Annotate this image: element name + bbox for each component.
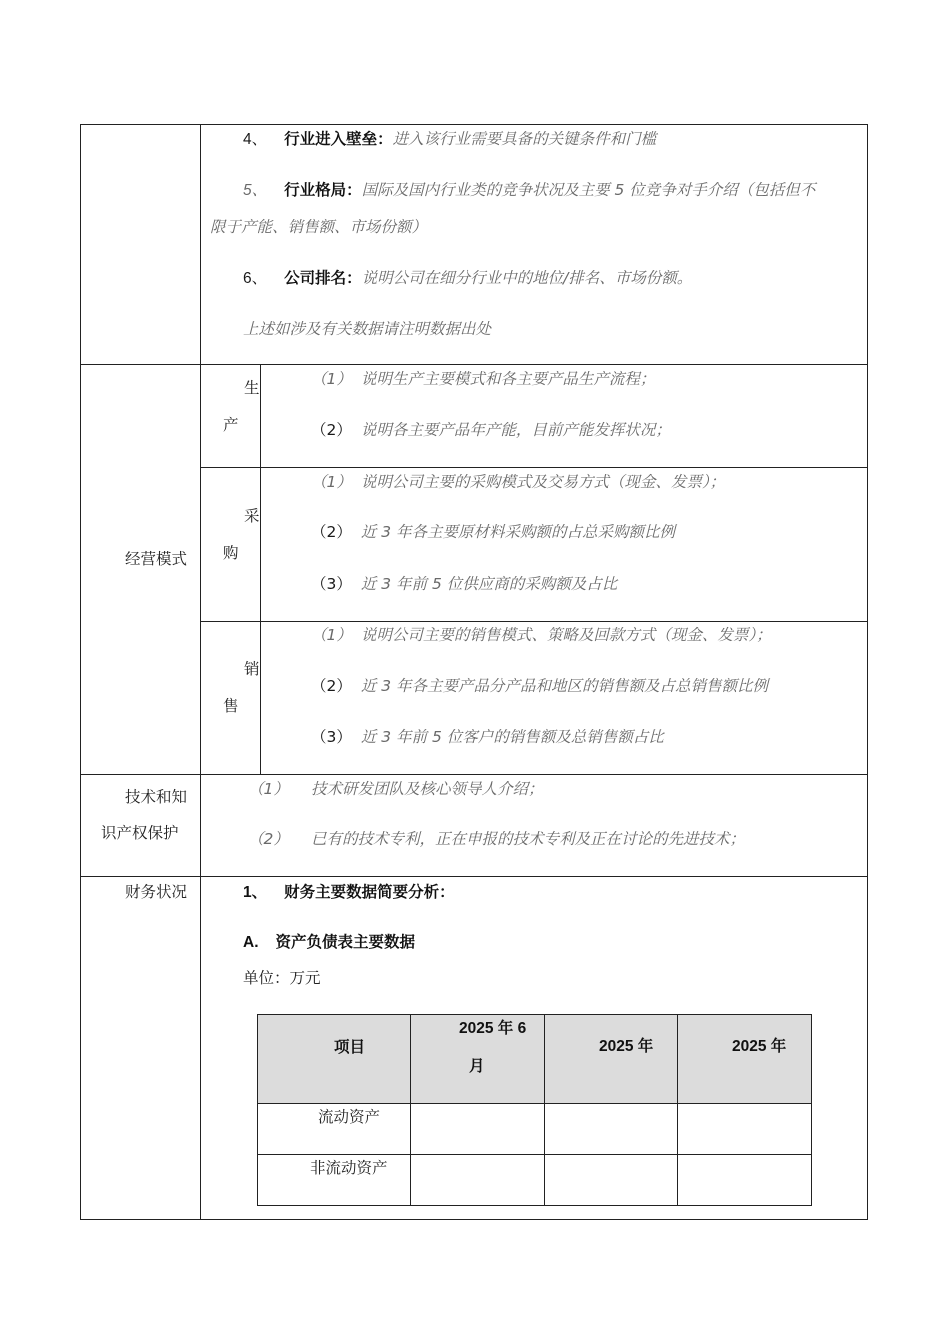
business-model-label: 经营模式 <box>125 550 188 568</box>
table-border-bottom <box>80 1219 868 1220</box>
table-header-2025-b: 2025 年 <box>732 1038 787 1055</box>
item-number: 4、 <box>243 131 268 148</box>
row-divider <box>80 774 868 775</box>
industry-item-6 <box>243 268 692 289</box>
item-number: 6、 <box>243 270 268 287</box>
item-text: 近 3 年前 5 位客户的销售额及总销售额占比 <box>360 728 664 746</box>
item-text: 说明生产主要模式和各主要产品生产流程； <box>360 370 656 388</box>
production-item-2 <box>311 420 671 440</box>
item-description: 进入该行业需要具备的关键条件和门槛 <box>392 130 657 148</box>
procurement-item-2 <box>311 522 675 542</box>
table-header-background <box>257 1014 811 1103</box>
item-number: （1） <box>311 473 352 491</box>
item-text: 近 3 年各主要原材料采购额的占总采购额比例 <box>360 523 676 541</box>
table-header-2025-june: 2025 年 6 <box>459 1020 527 1037</box>
sales-item-2 <box>311 676 768 696</box>
tech-ip-item-2-number: （2） <box>248 830 289 848</box>
item-number: （2） <box>311 677 352 695</box>
table-border-right <box>867 124 868 1220</box>
item-text: 说明各主要产品年产能，目前产能发挥状况； <box>360 421 671 439</box>
row-divider <box>80 364 868 365</box>
data-table-line <box>410 1014 411 1206</box>
data-table-line <box>257 1154 812 1155</box>
financial-label: 财务状况 <box>125 883 188 901</box>
table-header-2025-a: 2025 年 <box>599 1038 654 1055</box>
data-table-line <box>257 1205 812 1206</box>
data-table-line <box>257 1014 258 1206</box>
subrow-divider <box>200 621 868 622</box>
financial-heading <box>243 882 455 903</box>
industry-item-5-continued: 限于产能、销售额、市场份额） <box>210 218 428 236</box>
sales-label-char1: 销 <box>244 660 260 678</box>
item-title: 公司排名： <box>284 269 362 287</box>
procurement-label-char2: 购 <box>223 544 239 562</box>
production-label-char2: 产 <box>223 416 239 434</box>
table-header-2025-june-month: 月 <box>469 1057 485 1075</box>
table-border-top <box>80 124 868 125</box>
item-description: 说明公司在细分行业中的地位/排名、市场份额。 <box>361 269 693 287</box>
heading-text: 财务主要数据简要分析： <box>284 883 455 901</box>
data-table-line <box>544 1014 545 1206</box>
procurement-item-1 <box>311 472 725 492</box>
row-divider <box>80 876 868 877</box>
balance-sheet-subheading <box>243 932 415 953</box>
item-title: 行业进入壁垒： <box>284 130 393 148</box>
tech-ip-label-line1: 技术和知 <box>125 788 188 806</box>
table-row-current-assets: 流动资产 <box>318 1108 381 1126</box>
item-text: 说明公司主要的采购模式及交易方式（现金、发票）； <box>360 473 726 491</box>
data-table-line <box>677 1014 678 1206</box>
item-number: 5、 <box>243 182 268 199</box>
sub-title: 资产负债表主要数据 <box>275 933 415 951</box>
item-number: （2） <box>311 523 352 541</box>
table-row-noncurrent-assets: 非流动资产 <box>310 1159 388 1177</box>
data-table-line <box>811 1014 812 1206</box>
procurement-item-3 <box>311 574 617 594</box>
tech-ip-label-line2: 识产权保护 <box>101 824 179 842</box>
item-text: 近 3 年各主要产品分产品和地区的销售额及占总销售额比例 <box>360 677 769 695</box>
tech-ip-item-2: 已有的技术专利，正在申报的技术专利及正在讨论的先进技术； <box>311 830 746 848</box>
item-text: 说明公司主要的销售模式、策略及回款方式（现金、发票）； <box>360 626 772 644</box>
table-header-item: 项目 <box>334 1038 366 1056</box>
industry-note: 上述如涉及有关数据请注明数据出处 <box>243 320 492 338</box>
tech-ip-item-1-number: （1） <box>248 780 289 798</box>
item-number: （2） <box>311 421 352 439</box>
item-number: （3） <box>311 575 352 593</box>
sales-item-1 <box>311 625 772 645</box>
table-divider-label <box>200 124 201 1220</box>
production-item-1 <box>311 369 655 389</box>
data-table-line <box>257 1103 812 1104</box>
data-table-line <box>257 1014 812 1015</box>
item-description: 国际及国内行业类的竞争状况及主要 5 位竞争对手介绍（包括但不 <box>361 181 816 199</box>
item-number: （1） <box>311 626 352 644</box>
subrow-divider <box>200 467 868 468</box>
procurement-label-char1: 采 <box>244 507 260 525</box>
tech-ip-item-1: 技术研发团队及核心领导人介绍； <box>311 780 544 798</box>
item-number: （1） <box>311 370 352 388</box>
table-border-left <box>80 124 81 1220</box>
heading-number: 1、 <box>243 884 268 901</box>
item-title: 行业格局： <box>284 181 362 199</box>
sales-label-char2: 售 <box>223 697 239 715</box>
industry-item-5 <box>243 180 815 201</box>
item-number: （3） <box>311 728 352 746</box>
item-text: 近 3 年前 5 位供应商的采购额及占比 <box>360 575 618 593</box>
sub-letter: A. <box>243 934 259 951</box>
unit-label: 单位：万元 <box>243 969 321 987</box>
subcell-divider <box>260 364 261 774</box>
production-label-char1: 生 <box>244 379 260 397</box>
sales-item-3 <box>311 727 664 747</box>
industry-item-4 <box>243 129 656 150</box>
